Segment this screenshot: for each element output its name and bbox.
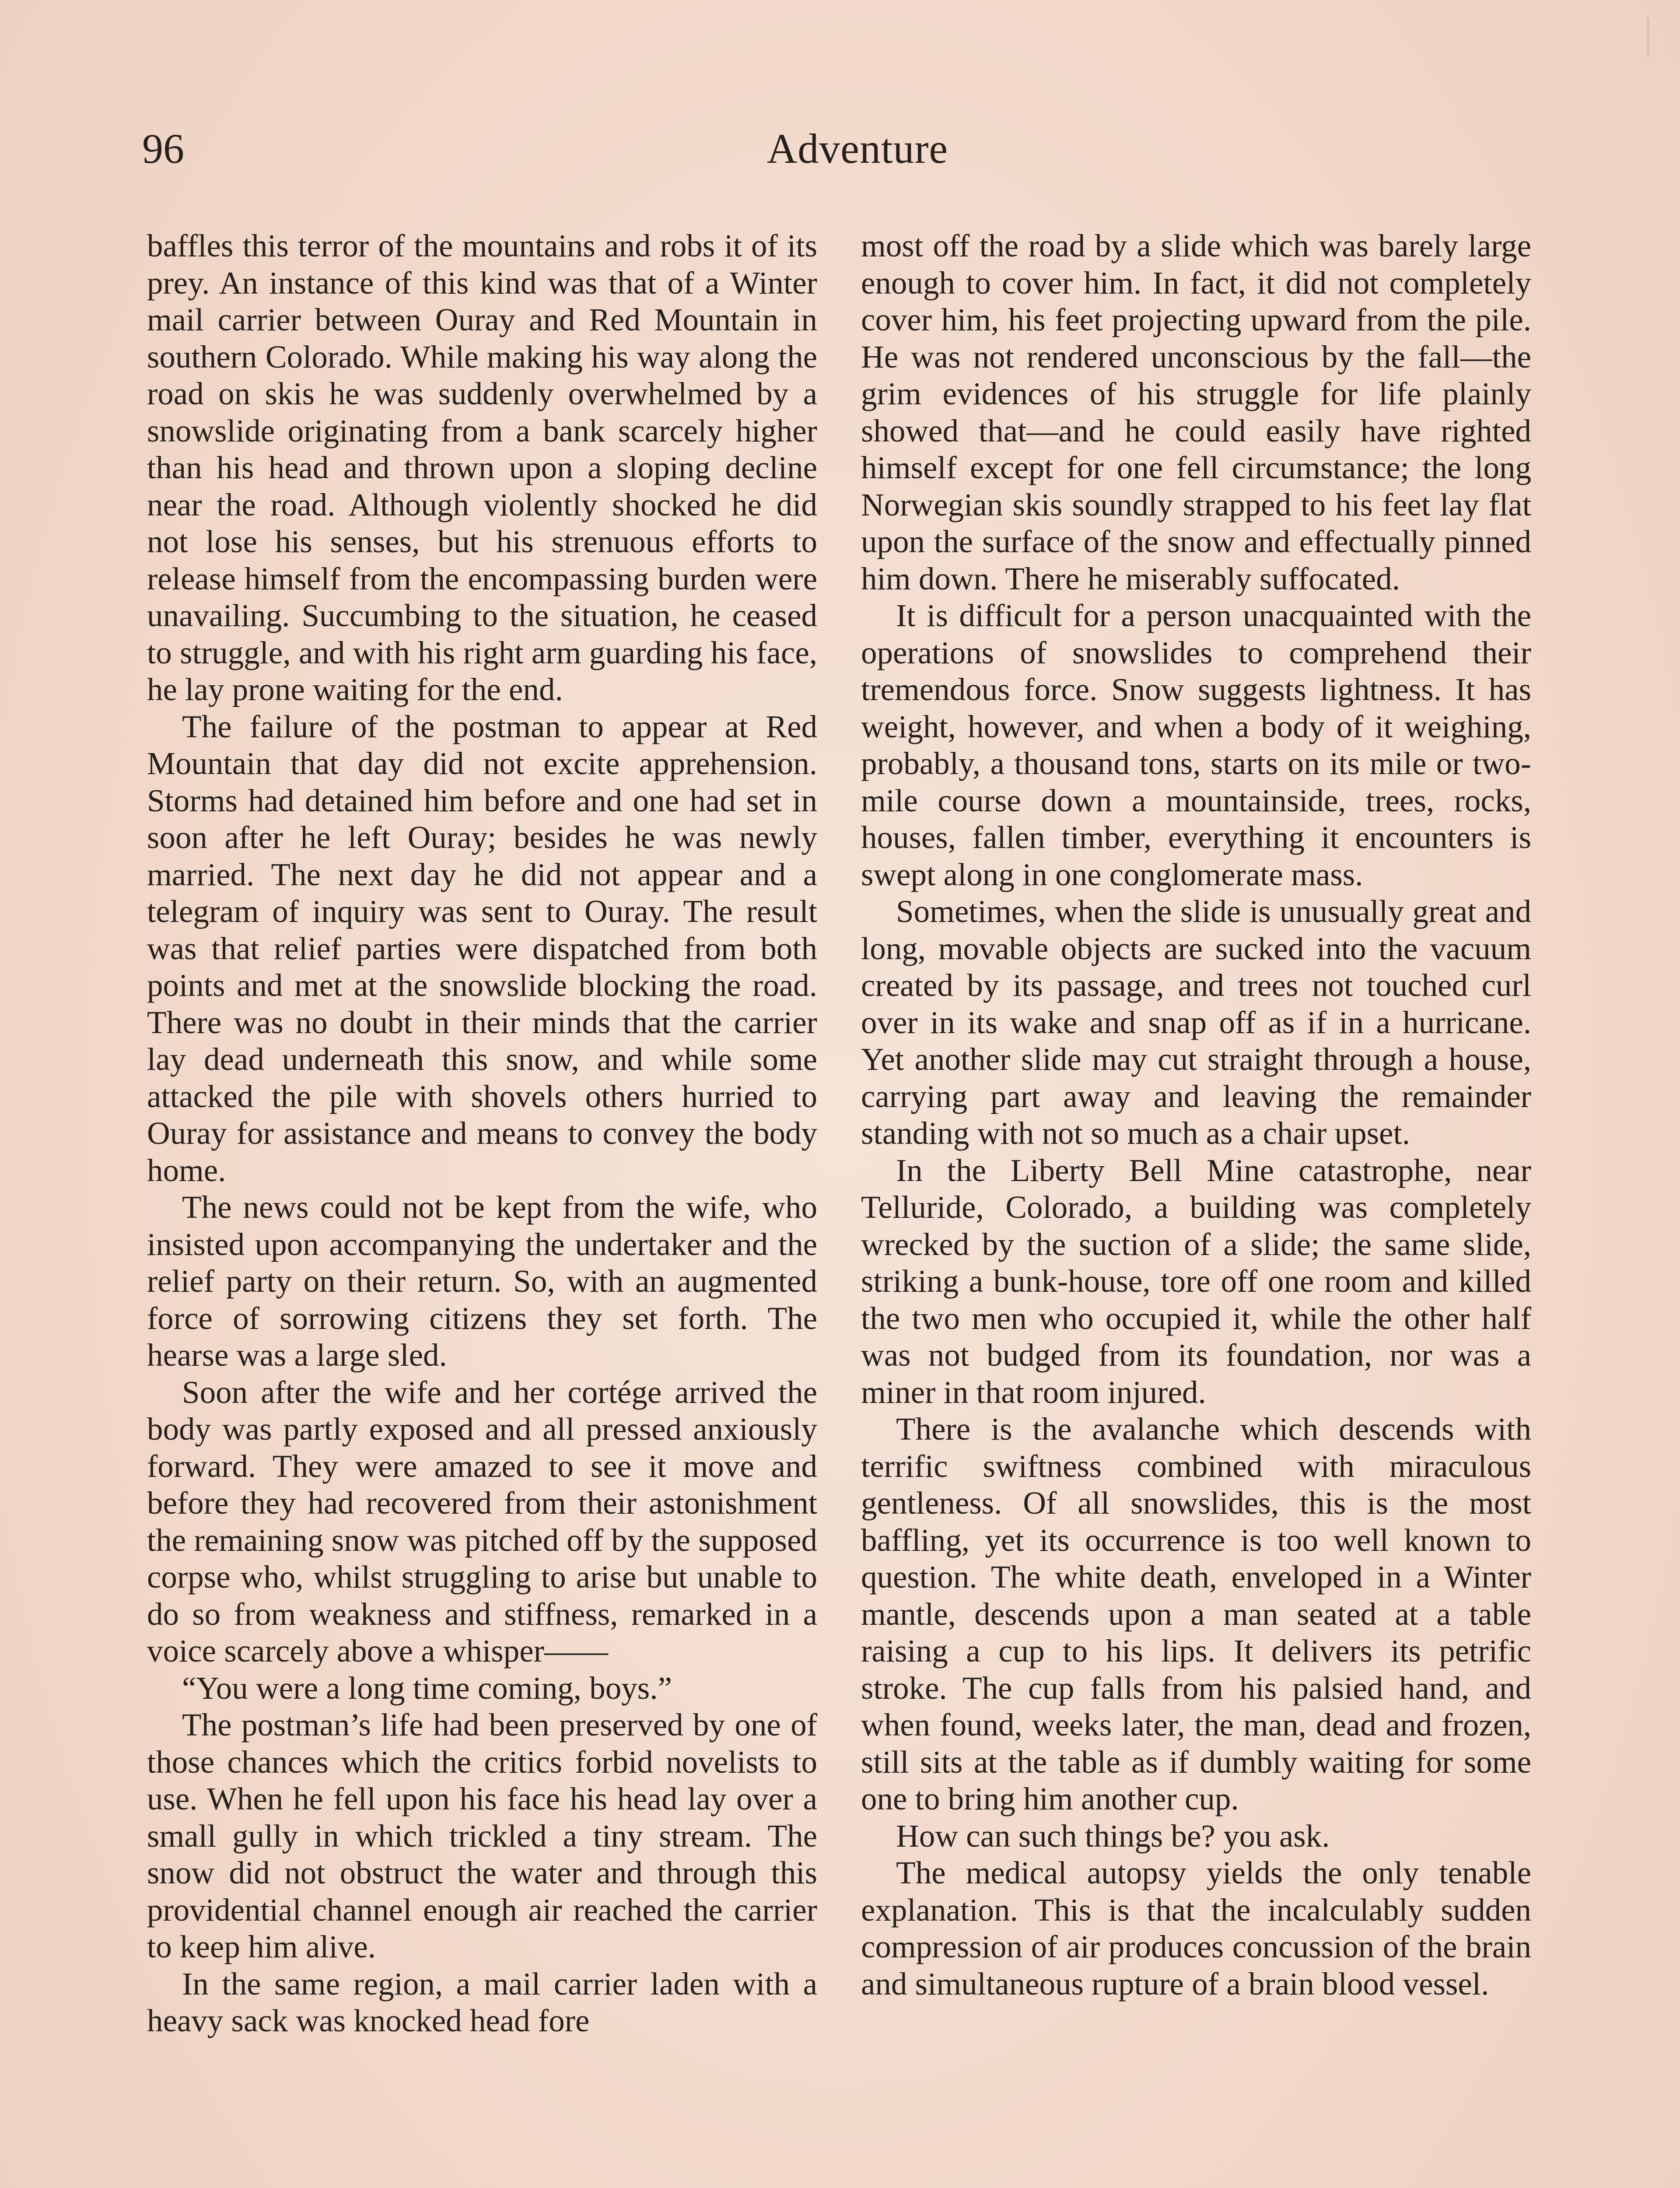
paragraph: In the Liberty Bell Mine catastrophe, near Telluride, Colorado, a building was completely wrecked by the suction of a slide; the same slide, striking a bunk-house, tore off one room and killed the two men who occupied it, while the other half was not budged from its foundation, nor was a miner in that room injured. <box>861 1152 1531 1410</box>
page-edge-mark <box>1647 18 1649 57</box>
paragraph: The medical autopsy yields the only tenable explanation. This is that the incalculably sudden compression of air produces concussion of the brain and simultaneous rupture of a brain blood vessel. <box>861 1855 1531 2002</box>
paragraph: The failure of the postman to appear at Red Mountain that day did not excite apprehension. Storms had detained him before and one had set in soon after he left Ouray; besides he was newly married. The next day he did not appear and a telegram of inquiry was sent to Ouray. The result was that relief parties were dispatched from both points and met at the snowslide blocking the road. There was no doubt in their minds that the carrier lay dead underneath this snow, and while some attacked the pile with shovels others hurried to Ouray for assistance and means to convey the body home. <box>147 708 817 1188</box>
paragraph: It is difficult for a person unacquainted with the operations of snowslides to comprehend their tremendous force. Snow suggests lightness. It has weight, however, and when a body of it weighing, probably, a thousand tons, starts on its mile or two-mile course down a mountainside, trees, rocks, houses, fallen timber, everything it encounters is swept along in one conglomerate mass. <box>861 598 1531 892</box>
paragraph: Sometimes, when the slide is unusually great and long, movable objects are sucked into the vacuum created by its passage, and trees not touched curl over in its wake and snap off as if in a hurricane. Yet another slide may cut straight through a house, carrying part away and leaving the remainder standing with not so much as a chair upset. <box>861 894 1531 1151</box>
paragraph: The news could not be kept from the wife, who insisted upon accompanying the undertaker and the relief party on their return. So, with an augmented force of sorrowing citizens they set forth. The hearse was a large sled. <box>147 1189 817 1373</box>
paragraph: “You were a long time coming, boys.” <box>182 1670 672 1706</box>
paragraph: most off the road by a slide which was barely large enough to cover him. In fact, it did not completely cover him, his feet projecting upward from the pile. He was not rendered unconscious by the fall—the grim evidences of his struggle for life plainly showed that—and he could easily have righted himself except for one fell circumstance; the long Norwegian skis soundly strapped to his feet lay flat upon the surface of the snow and effectually pinned him down. There he miserably suffocated. <box>861 228 1531 596</box>
running-title: Adventure <box>766 125 948 172</box>
left-column <box>147 228 817 2040</box>
paragraph: baffles this terror of the mountains and robs it of its prey. An instance of this kind was that of a Winter mail carrier between Ouray and Red Mountain in southern Colorado. While making his way along the road on skis he was suddenly overwhelmed by a snowslide originating from a bank scarcely higher than his head and thrown upon a sloping decline near the road. Although violently shocked he did not lose his senses, but his strenuous efforts to release himself from the encompassing burden were unavailing. Succumbing to the situation, he ceased to struggle, and with his right arm guarding his face, he lay prone waiting for the end. <box>147 228 817 707</box>
paragraph: In the same region, a mail carrier laden with a heavy sack was knocked head fore <box>147 1966 817 2038</box>
paragraph: There is the avalanche which descends with terrific swiftness combined with miraculous gentleness. Of all snowslides, this is the most baffling, yet its occurrence is too well known to question. The white death, enveloped in a Winter mantle, descends upon a man seated at a table raising a cup to his lips. It delivers its petrific stroke. The cup falls from his palsied hand, and when found, weeks later, the man, dead and frozen, still sits at the table as if dumbly waiting for some one to bring him another cup. <box>861 1411 1531 1816</box>
paragraph: How can such things be? you ask. <box>896 1818 1330 1854</box>
paragraph: The postman’s life had been preserved by one of those chances which the critics forbid novelists to use. When he fell upon his face his head lay over a small gully in which trickled a tiny stream. The snow did not obstruct the water and through this providential channel enough air reached the carrier to keep him alive. <box>147 1707 817 1964</box>
paragraph: Soon after the wife and her cortége arrived the body was partly exposed and all pressed anxiously forward. They were amazed to see it move and before they had recovered from their astonishment the remaining snow was pitched off by the supposed corpse who, whilst struggling to arise but unable to do so from weakness and stiffness, remarked in a voice scarcely above a whisper—— <box>147 1374 817 1669</box>
page-number: 96 <box>142 125 184 172</box>
right-column <box>861 228 1531 2002</box>
